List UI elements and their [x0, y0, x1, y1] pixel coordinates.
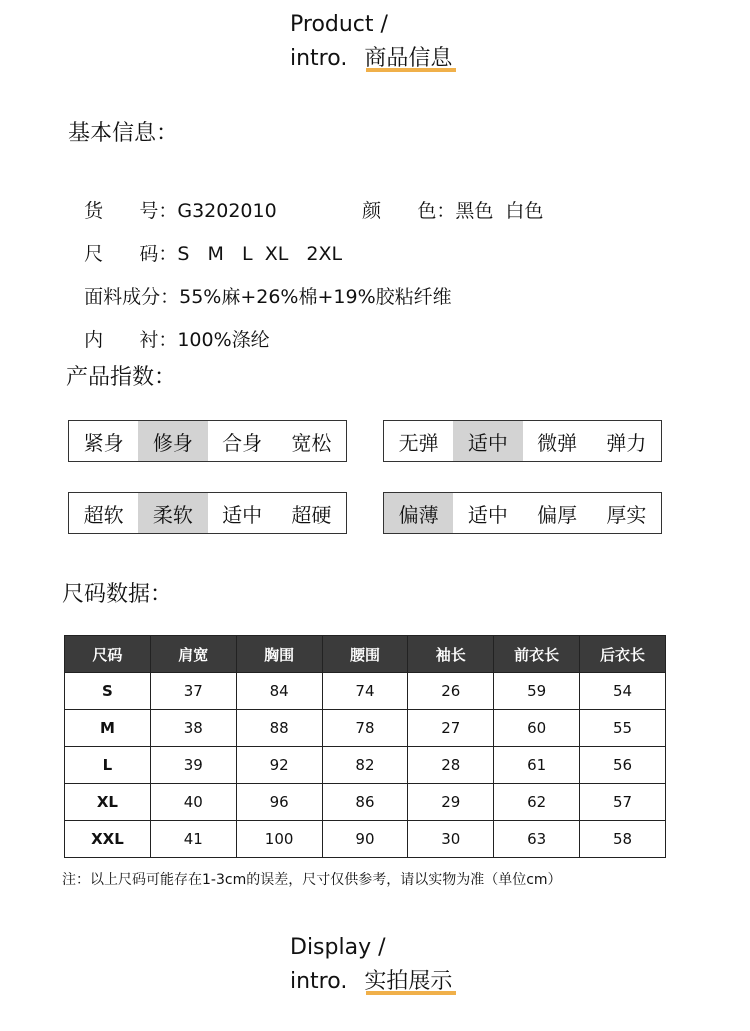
elasticity-option: 弹力: [606, 430, 647, 455]
header-cell: 胸围: [236, 636, 322, 673]
table-cell: 27: [408, 710, 494, 747]
thickness-option: 厚实: [606, 502, 647, 527]
fit-option: 合身: [222, 430, 263, 455]
header-cell: 袖长: [408, 636, 494, 673]
product-heading-zh: 商品信息: [364, 45, 452, 73]
size-data-title: 尺码数据：: [62, 582, 173, 607]
header-cell: 后衣长: [580, 636, 666, 673]
product-heading-line1: [290, 11, 388, 39]
table-cell: 96: [236, 784, 322, 821]
table-cell: XL: [65, 784, 151, 821]
table-cell: 59: [494, 673, 580, 710]
table-cell: 55: [580, 710, 666, 747]
table-row: [65, 821, 666, 858]
softness-option: 柔软: [138, 493, 207, 533]
table-row: [65, 784, 666, 821]
softness-option: 超软: [83, 502, 124, 527]
thickness-option: 偏厚: [537, 502, 578, 527]
table-cell: 92: [236, 747, 322, 784]
table-cell: 62: [494, 784, 580, 821]
table-cell: 84: [236, 673, 322, 710]
table-cell: 40: [150, 784, 236, 821]
table-row: [65, 673, 666, 710]
table-cell: L: [65, 747, 151, 784]
elasticity-option: 微弹: [537, 430, 578, 455]
info-row-lining: 内 衬：100%涤纶: [84, 329, 270, 351]
table-cell: 28: [408, 747, 494, 784]
table-row: [65, 710, 666, 747]
fit-scale: [68, 420, 347, 462]
info-row-size: 尺 码：S M L XL 2XL: [84, 243, 343, 265]
table-cell: 54: [580, 673, 666, 710]
table-cell: 26: [408, 673, 494, 710]
table-cell: 39: [150, 747, 236, 784]
fit-option: 紧身: [83, 430, 124, 455]
table-cell: 30: [408, 821, 494, 858]
table-cell: 60: [494, 710, 580, 747]
size-table: [64, 635, 666, 858]
table-cell: M: [65, 710, 151, 747]
table-cell: 78: [322, 710, 408, 747]
table-cell: 90: [322, 821, 408, 858]
elasticity-option: 无弹: [398, 430, 439, 455]
header-cell: 尺码: [65, 636, 151, 673]
elasticity-option: 适中: [453, 421, 522, 461]
table-cell: 58: [580, 821, 666, 858]
product-index-title: 产品指数：: [66, 365, 177, 390]
product-heading-en: Product /: [290, 12, 388, 37]
fit-option: 修身: [138, 421, 207, 461]
thickness-scale: [383, 492, 662, 534]
table-row: [65, 747, 666, 784]
softness-scale: [68, 492, 347, 534]
display-heading-zh: 实拍展示: [364, 968, 452, 996]
product-heading-line2: [290, 45, 452, 73]
display-heading-intro: intro.: [290, 969, 348, 994]
display-heading-line1: [290, 934, 386, 962]
elasticity-scale: [383, 420, 662, 462]
table-cell: 82: [322, 747, 408, 784]
softness-option: 适中: [222, 502, 263, 527]
thickness-option: 适中: [467, 502, 508, 527]
product-heading-intro: intro.: [290, 46, 348, 71]
table-cell: 74: [322, 673, 408, 710]
table-cell: S: [65, 673, 151, 710]
header-cell: 前衣长: [494, 636, 580, 673]
basic-info-title: 基本信息：: [68, 121, 179, 146]
info-row-color: 颜 色：黑色 白色: [362, 200, 544, 222]
table-cell: 57: [580, 784, 666, 821]
table-cell: 56: [580, 747, 666, 784]
table-cell: 37: [150, 673, 236, 710]
header-cell: 肩宽: [150, 636, 236, 673]
table-cell: XXL: [65, 821, 151, 858]
info-row-sku: 货 号：G3202010: [84, 200, 277, 222]
header-cell: 腰围: [322, 636, 408, 673]
table-cell: 88: [236, 710, 322, 747]
table-cell: 29: [408, 784, 494, 821]
table-cell: 63: [494, 821, 580, 858]
fit-option: 宽松: [291, 430, 332, 455]
softness-option: 超硬: [291, 502, 332, 527]
table-cell: 61: [494, 747, 580, 784]
table-cell: 86: [322, 784, 408, 821]
table-cell: 41: [150, 821, 236, 858]
display-heading-line2: [290, 968, 452, 996]
thickness-option: 偏薄: [384, 493, 453, 533]
table-cell: 38: [150, 710, 236, 747]
table-cell: 100: [236, 821, 322, 858]
size-table-header: [65, 636, 666, 673]
display-heading-en: Display /: [290, 935, 386, 960]
info-row-fabric: 面料成分：55%麻+26%棉+19%胶粘纤维: [84, 286, 452, 308]
size-note: 注：以上尺码可能存在1-3cm的误差，尺寸仅供参考，请以实物为准（单位cm）: [62, 872, 562, 888]
